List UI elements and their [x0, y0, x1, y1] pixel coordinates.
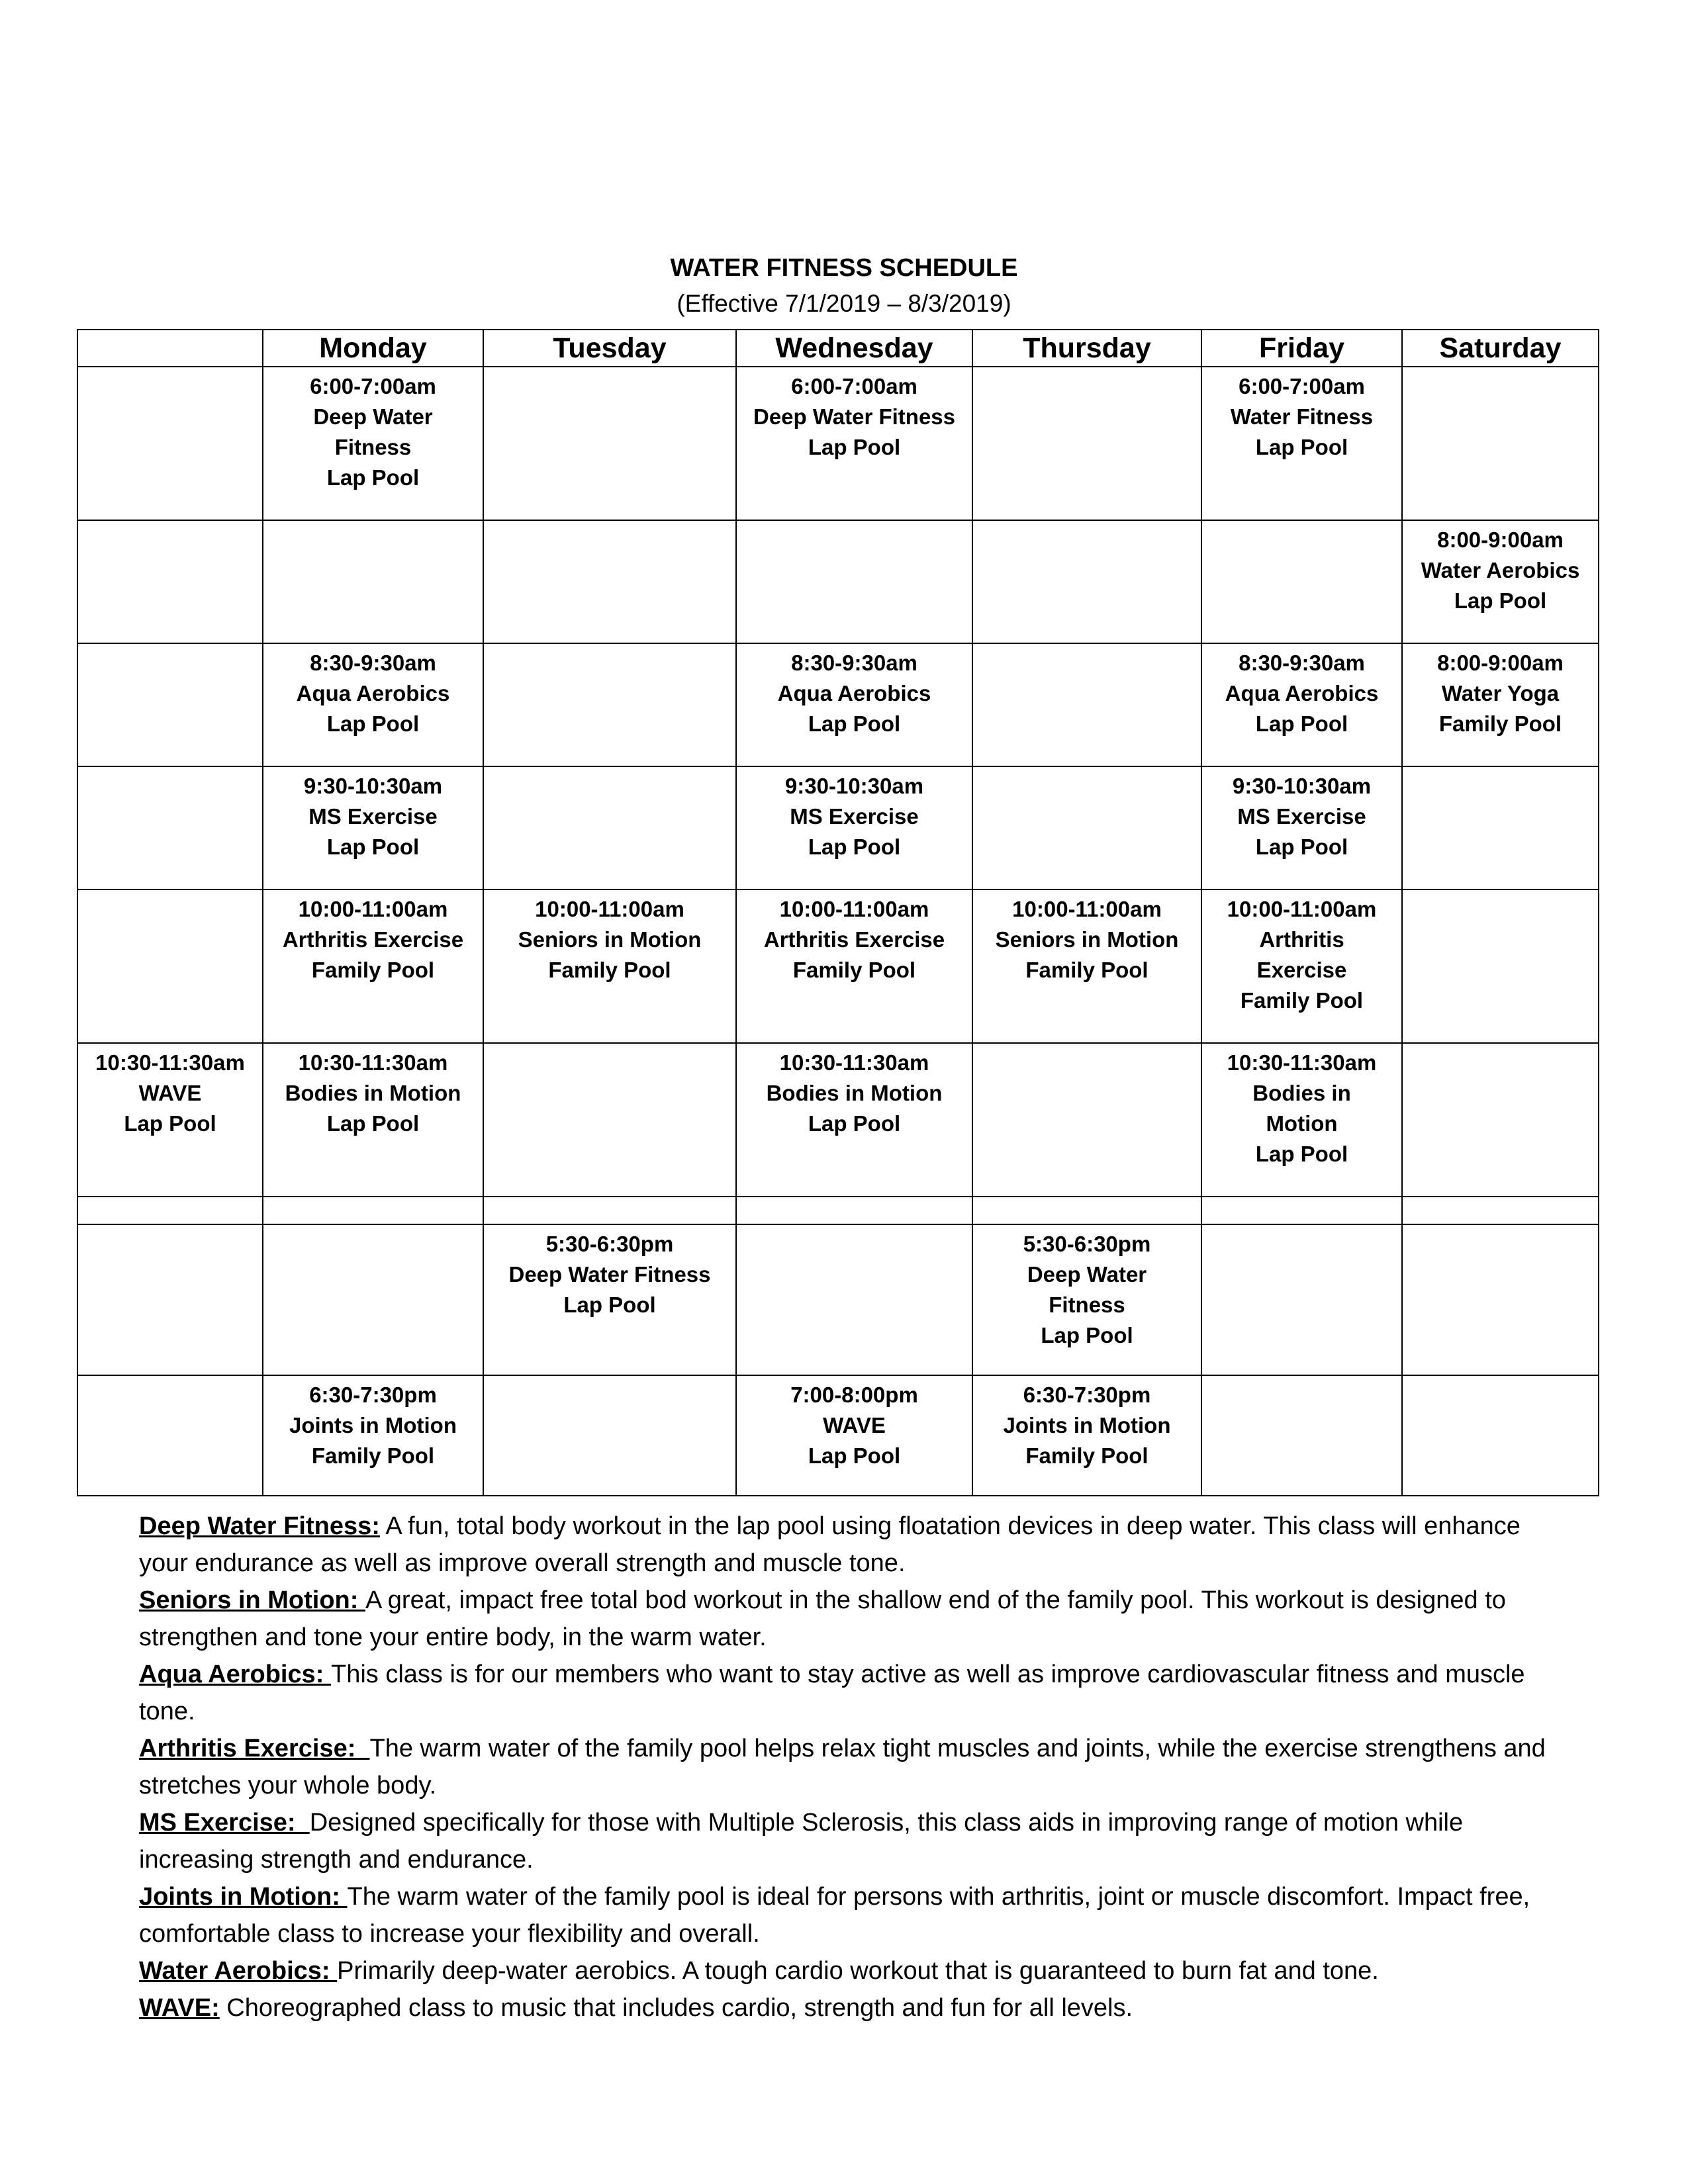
schedule-cell-monday [263, 1197, 483, 1224]
schedule-table [77, 329, 1599, 1496]
schedule-cell-thursday [972, 889, 1201, 1043]
schedule-cell-thursday [972, 643, 1201, 766]
schedule-cell-wednesday [736, 643, 972, 766]
class-time: 6:00-7:00am [791, 374, 917, 398]
class-time: 9:30-10:30am [784, 774, 924, 798]
class-time: 7:00-8:00pm [790, 1383, 918, 1407]
schedule-cell-monday [263, 1043, 483, 1197]
class-detail: Arthritis Exercise [282, 927, 464, 952]
schedule-row [77, 1043, 1599, 1197]
class-detail: Lap Pool [1255, 711, 1348, 736]
schedule-cell-saturday [1402, 1375, 1599, 1496]
class-detail: Exercise [1256, 958, 1347, 982]
class-time: 10:00-11:00am [298, 897, 448, 921]
schedule-cell-monday [263, 1375, 483, 1496]
class-detail: Deep Water [313, 404, 433, 429]
column-header-thursday: Thursday [972, 330, 1201, 367]
class-detail: Lap Pool [808, 1111, 901, 1136]
class-detail: MS Exercise [308, 804, 438, 829]
schedule-cell-thursday [972, 1224, 1201, 1375]
class-detail: Seniors in Motion [518, 927, 702, 952]
class-detail: Lap Pool [563, 1293, 656, 1317]
class-entry [737, 890, 972, 985]
class-detail: Family Pool [1025, 958, 1149, 982]
class-detail: Lap Pool [1255, 435, 1348, 459]
class-detail: Lap Pool [1255, 1142, 1348, 1166]
class-entry [263, 644, 483, 739]
schedule-cell-saturday [1402, 1224, 1599, 1375]
schedule-cell-wednesday [736, 1197, 972, 1224]
schedule-cell-thursday [972, 520, 1201, 643]
class-time: 10:30-11:30am [95, 1050, 245, 1075]
schedule-cell-monday [263, 367, 483, 520]
class-detail: Lap Pool [808, 1443, 901, 1468]
class-detail: Lap Pool [326, 835, 420, 859]
column-header-wednesday: Wednesday [736, 330, 972, 367]
class-description [139, 1582, 1569, 1656]
class-detail: Aqua Aerobics [777, 681, 931, 705]
class-entry [973, 1376, 1201, 1471]
class-entry [1202, 767, 1401, 862]
class-entry [1202, 367, 1401, 463]
class-description-name: Joints in Motion: [139, 1883, 348, 1911]
class-entry [263, 1044, 483, 1139]
schedule-cell-friday [1201, 1043, 1402, 1197]
class-time: 6:30-7:30pm [1023, 1383, 1151, 1407]
schedule-cell-tuesday [483, 643, 736, 766]
schedule-cell-wednesday [736, 520, 972, 643]
class-detail: Bodies in [1252, 1081, 1351, 1105]
class-description-name: WAVE: [139, 1994, 220, 2022]
class-detail: Fitness [334, 435, 412, 459]
schedule-cell-friday [1201, 1197, 1402, 1224]
class-description-name: Seniors in Motion: [139, 1586, 365, 1614]
class-description-name: Aqua Aerobics: [139, 1661, 331, 1688]
schedule-cell-friday [1201, 643, 1402, 766]
class-time: 8:30-9:30am [791, 651, 917, 675]
class-detail: Lap Pool [1454, 588, 1547, 613]
schedule-cell-thursday [972, 766, 1201, 889]
class-description-text: The warm water of the family pool is ideal for persons with arthritis, joint or muscle discomfort. Impact free, comfortable class to increase your flexibility and overall. [139, 1883, 1530, 1948]
schedule-cell-thursday [972, 1043, 1201, 1197]
schedule-cell-monday [263, 766, 483, 889]
column-header-monday: Monday [263, 330, 483, 367]
schedule-cell-saturday [1402, 367, 1599, 520]
class-detail: Motion [1266, 1111, 1338, 1136]
class-description-text: A great, impact free total bod workout in the shallow end of the family pool. This workout is designed to strengthen and tone your entire body, in the warm water. [139, 1586, 1506, 1651]
class-detail: Family Pool [792, 958, 916, 982]
class-detail: Lap Pool [124, 1111, 216, 1136]
class-entry [973, 1225, 1201, 1351]
class-entry [263, 890, 483, 985]
class-entry [263, 1376, 483, 1471]
schedule-cell-saturday [1402, 1043, 1599, 1197]
header-row [77, 330, 1599, 367]
class-description-text: Designed specifically for those with Multiple Sclerosis, this class aids in improving range of motion while increasing strength and endurance. [139, 1809, 1464, 1874]
class-time: 10:00-11:00am [1012, 897, 1162, 921]
class-entry [1403, 521, 1598, 616]
schedule-cell-monday [263, 1224, 483, 1375]
schedule-cell-blank [77, 367, 263, 520]
class-time: 6:30-7:30pm [309, 1383, 437, 1407]
class-detail: Bodies in Motion [766, 1081, 943, 1105]
schedule-cell-blank [77, 643, 263, 766]
schedule-cell-wednesday [736, 766, 972, 889]
schedule-cell-tuesday [483, 1224, 736, 1375]
schedule-cell-friday [1201, 1375, 1402, 1496]
schedule-cell-tuesday [483, 1197, 736, 1224]
class-detail: Water Yoga [1441, 681, 1560, 705]
page-title: WATER FITNESS SCHEDULE [670, 254, 1018, 282]
class-description-name: Deep Water Fitness: [139, 1512, 380, 1540]
class-description [139, 1989, 1569, 2026]
schedule-row [77, 367, 1599, 520]
class-description [139, 1878, 1569, 1952]
class-description [139, 1952, 1569, 1989]
class-time: 8:30-9:30am [1239, 651, 1365, 675]
class-detail: Lap Pool [326, 1111, 420, 1136]
schedule-cell-wednesday [736, 1224, 972, 1375]
class-detail: MS Exercise [1237, 804, 1366, 829]
class-detail: WAVE [138, 1081, 202, 1105]
class-detail: Deep Water Fitness [508, 1262, 711, 1287]
schedule-cell-blank [77, 889, 263, 1043]
class-detail: Bodies in Motion [285, 1081, 461, 1105]
class-detail: Lap Pool [1041, 1323, 1133, 1347]
column-header-tuesday: Tuesday [483, 330, 736, 367]
schedule-body [77, 367, 1599, 1496]
schedule-cell-saturday [1402, 1197, 1599, 1224]
class-time: 8:00-9:00am [1437, 527, 1564, 552]
class-entry [737, 1376, 972, 1471]
schedule-cell-blank [77, 766, 263, 889]
class-detail: Water Fitness [1230, 404, 1374, 429]
class-time: 10:30-11:30am [1227, 1050, 1377, 1075]
column-header-friday: Friday [1201, 330, 1402, 367]
schedule-cell-tuesday [483, 367, 736, 520]
class-time: 8:00-9:00am [1437, 651, 1564, 675]
schedule-cell-friday [1201, 766, 1402, 889]
schedule-cell-monday [263, 889, 483, 1043]
class-detail: Family Pool [1025, 1443, 1149, 1468]
schedule-cell-wednesday [736, 1043, 972, 1197]
class-detail: Family Pool [311, 958, 435, 982]
class-description-text: A fun, total body workout in the lap pool using floatation devices in deep water. This class will enhance your endurance as well as improve overall strength and muscle tone. [139, 1512, 1521, 1577]
page-subtitle: (Effective 7/1/2019 – 8/3/2019) [677, 290, 1011, 317]
schedule-cell-wednesday [736, 889, 972, 1043]
class-time: 5:30-6:30pm [1023, 1232, 1151, 1256]
schedule-cell-saturday [1402, 643, 1599, 766]
column-header-blank [77, 330, 263, 367]
schedule-cell-tuesday [483, 520, 736, 643]
class-detail: Seniors in Motion [995, 927, 1179, 952]
schedule-cell-blank [77, 520, 263, 643]
schedule-row [77, 766, 1599, 889]
class-detail: Arthritis [1259, 927, 1344, 952]
class-entry [737, 367, 972, 463]
class-time: 10:30-11:30am [779, 1050, 929, 1075]
class-description [139, 1508, 1569, 1582]
class-detail: Lap Pool [326, 711, 420, 736]
schedule-cell-blank [77, 1375, 263, 1496]
schedule-row [77, 889, 1599, 1043]
schedule-row [77, 643, 1599, 766]
class-time: 10:00-11:00am [1227, 897, 1377, 921]
schedule-cell-monday [263, 520, 483, 643]
schedule-cell-friday [1201, 1224, 1402, 1375]
schedule-cell-monday [263, 643, 483, 766]
class-detail: Aqua Aerobics [1225, 681, 1379, 705]
schedule-cell-blank [77, 1043, 263, 1197]
class-detail: Lap Pool [808, 711, 901, 736]
schedule-row [77, 1197, 1599, 1224]
class-entry [737, 1044, 972, 1139]
class-detail: Water Aerobics [1421, 558, 1580, 582]
class-detail: MS Exercise [790, 804, 919, 829]
schedule-cell-friday [1201, 889, 1402, 1043]
class-entry [1202, 890, 1401, 1016]
schedule-cell-blank [77, 1224, 263, 1375]
class-detail: Joints in Motion [289, 1413, 457, 1437]
class-detail: Deep Water [1027, 1262, 1147, 1287]
schedule-cell-tuesday [483, 1375, 736, 1496]
class-detail: Joints in Motion [1003, 1413, 1171, 1437]
class-detail: Deep Water Fitness [753, 404, 956, 429]
schedule-cell-tuesday [483, 766, 736, 889]
class-entry [1202, 644, 1401, 739]
schedule-cell-thursday [972, 1197, 1201, 1224]
schedule-cell-thursday [972, 1375, 1201, 1496]
class-entry [1202, 1044, 1401, 1169]
class-entry [78, 1044, 262, 1139]
class-time: 9:30-10:30am [1232, 774, 1372, 798]
class-description-text: Primarily deep-water aerobics. A tough cardio workout that is guaranteed to burn fat and tone. [337, 1957, 1379, 1985]
schedule-cell-saturday [1402, 766, 1599, 889]
class-detail: Family Pool [1240, 988, 1364, 1013]
schedule-cell-friday [1201, 367, 1402, 520]
class-entry [484, 890, 735, 985]
class-time: 10:00-11:00am [535, 897, 684, 921]
schedule-row [77, 1375, 1599, 1496]
class-detail: Aqua Aerobics [296, 681, 450, 705]
class-detail: Family Pool [311, 1443, 435, 1468]
class-entry [484, 1225, 735, 1320]
class-description [139, 1730, 1569, 1804]
column-header-saturday: Saturday [1402, 330, 1599, 367]
schedule-cell-tuesday [483, 889, 736, 1043]
class-detail: Lap Pool [808, 835, 901, 859]
class-description-name: Water Aerobics: [139, 1957, 338, 1985]
schedule-cell-wednesday [736, 367, 972, 520]
schedule-cell-tuesday [483, 1043, 736, 1197]
schedule-cell-friday [1201, 520, 1402, 643]
class-description-text: This class is for our members who want to stay active as well as improve cardiovascular fitness and muscle tone. [139, 1661, 1525, 1725]
class-detail: Arthritis Exercise [763, 927, 945, 952]
class-time: 5:30-6:30pm [545, 1232, 674, 1256]
class-detail: Lap Pool [1255, 835, 1348, 859]
class-detail: Family Pool [1438, 711, 1562, 736]
class-entry [1403, 644, 1598, 739]
class-time: 9:30-10:30am [303, 774, 443, 798]
class-description [139, 1656, 1569, 1730]
class-description [139, 1804, 1569, 1878]
class-detail: Family Pool [548, 958, 671, 982]
schedule-cell-thursday [972, 367, 1201, 520]
class-detail: Lap Pool [808, 435, 901, 459]
schedule-row [77, 520, 1599, 643]
class-entry [737, 767, 972, 862]
class-detail: WAVE [823, 1413, 886, 1437]
class-descriptions [139, 1508, 1569, 2026]
class-entry [737, 644, 972, 739]
class-time: 10:00-11:00am [779, 897, 929, 921]
class-description-text: Choreographed class to music that includes cardio, strength and fun for all levels. [219, 1994, 1133, 2022]
class-description-text: The warm water of the family pool helps relax tight muscles and joints, while the exercise strengthens and stretches your whole body. [139, 1735, 1546, 1799]
schedule-cell-saturday [1402, 889, 1599, 1043]
class-detail: Lap Pool [326, 465, 420, 490]
class-time: 6:00-7:00am [1239, 374, 1365, 398]
class-entry [263, 767, 483, 862]
class-time: 10:30-11:30am [298, 1050, 448, 1075]
class-description-name: MS Exercise: [139, 1809, 310, 1837]
schedule-cell-wednesday [736, 1375, 972, 1496]
class-time: 6:00-7:00am [310, 374, 436, 398]
class-entry [263, 367, 483, 493]
class-time: 8:30-9:30am [310, 651, 436, 675]
schedule-cell-saturday [1402, 520, 1599, 643]
schedule-row [77, 1224, 1599, 1375]
schedule-cell-blank [77, 1197, 263, 1224]
class-entry [973, 890, 1201, 985]
class-description-name: Arthritis Exercise: [139, 1735, 370, 1762]
class-detail: Fitness [1049, 1293, 1125, 1317]
